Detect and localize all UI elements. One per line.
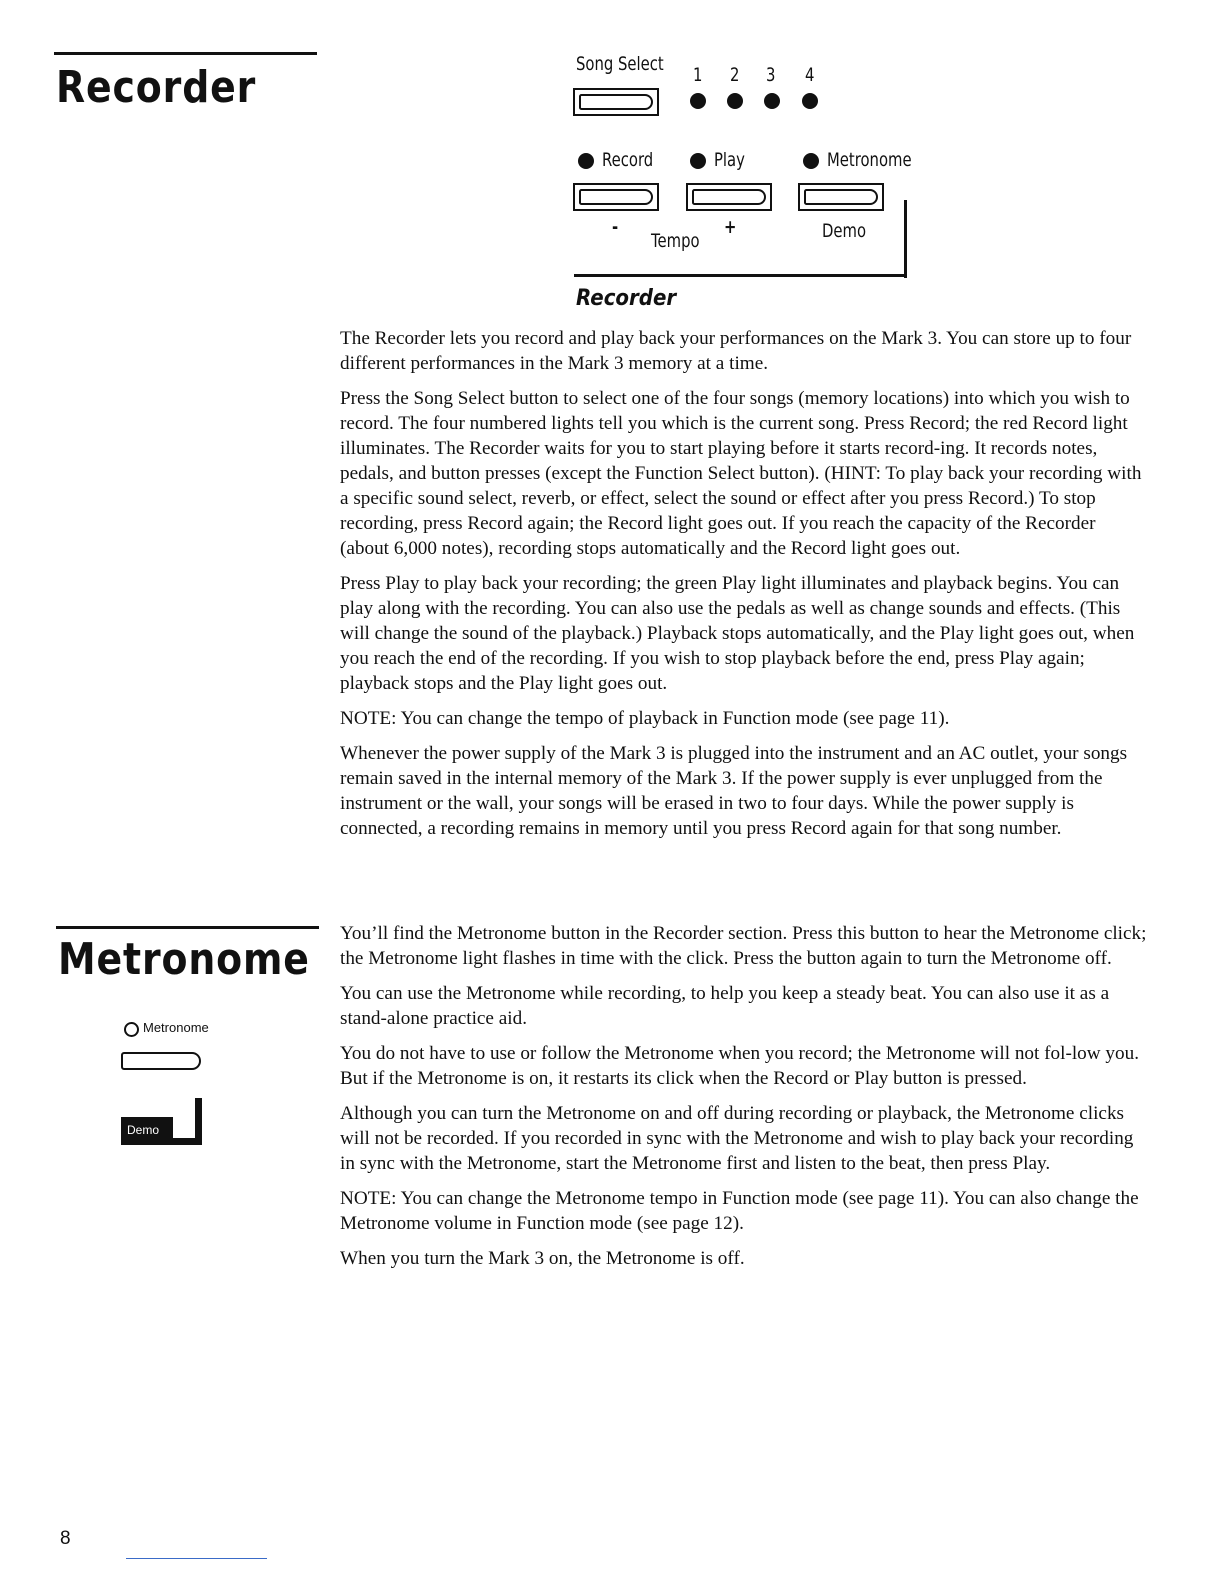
demo-small-bracket-base	[173, 1138, 202, 1145]
metronome-small-label: Metronome	[143, 1020, 209, 1035]
paragraph: You’ll find the Metronome button in the Recorder section. Press this button to hear the Metronome click; the Metronome light flashes in time with the click. Press the button again to turn the Metronome off.	[340, 923, 1147, 969]
metronome-section-rule	[56, 926, 319, 929]
record-button	[573, 183, 659, 211]
song-select-label: Song Select	[576, 53, 664, 75]
note-paragraph: NOTE: You can change the tempo of playback in Function mode (see page 11).	[340, 708, 950, 729]
paragraph: You can use the Metronome while recording, to help you keep a steady beat. You can also use it as a stand-alone practice aid.	[340, 983, 1110, 1029]
demo-label: Demo	[822, 220, 867, 242]
song-light-4	[802, 93, 818, 109]
tempo-label: Tempo	[651, 230, 700, 252]
paragraph: The Recorder lets you record and play back your performances on the Mark 3. You can store up to four different performances in the Mark 3 memory at a time.	[340, 328, 1132, 374]
song-light-2	[727, 93, 743, 109]
metronome-label: Metronome	[827, 149, 912, 171]
demo-bracket-vertical	[904, 200, 907, 278]
song-light-3	[764, 93, 780, 109]
paragraph: When you turn the Mark 3 on, the Metronome is off.	[340, 1248, 745, 1269]
metronome-light	[803, 153, 819, 169]
recorder-section-rule	[54, 52, 317, 55]
metronome-body	[340, 921, 1148, 1281]
paragraph: Press the Song Select button to select one of the four songs (memory locations) into which you wish to record. The four numbered lights tell you which is the current song. Press Record; the red Record light illuminates. The Recorder waits for you to start playing before it starts record-ing. It records notes, pedals, and button presses (except the Function Select button). (HINT: To play back your recording with a specific sound select, reverb, or effect, select the sound or effect after you press Record.) To stop recording, press Record again; the Record light goes out. If you reach the capacity of the Recorder (about 6,000 notes), recording stops automatically and the Record light goes out.	[340, 388, 1142, 559]
tempo-plus-label: +	[724, 216, 737, 238]
play-light	[690, 153, 706, 169]
page-number: 8	[60, 1528, 71, 1549]
paragraph: Press Play to play back your recording; the green Play light illuminates and playback begins. You can play along with the recording. You can also use the pedals as well as change sounds and effects. (This will change the sound of the playback.) Playback stops automatically, and the Play light goes out, when you reach the end of the recording. If you wish to stop playback before the end, press Play again; playback stops and the Play light goes out.	[340, 573, 1135, 694]
paragraph: Whenever the power supply of the Mark 3 is plugged into the instrument and an AC outlet, your songs remain saved in the internal memory of the Mark 3. If the power supply is ever unplugged from the instrument or the wall, your songs will be erased in two to four days. While the power supply is connected, a recording remains in memory until you press Record again for that song number.	[340, 743, 1128, 839]
metronome-light-outline	[124, 1022, 139, 1037]
recorder-body	[340, 326, 1148, 851]
song-light-1	[690, 93, 706, 109]
song-number-3: 3	[766, 64, 776, 86]
demo-bracket-horizontal	[574, 274, 907, 277]
song-number-4: 4	[805, 64, 815, 86]
song-number-1: 1	[693, 64, 703, 86]
paragraph: Although you can turn the Metronome on and off during recording or playback, the Metronome clicks will not be recorded. If you recorded in sync with the Metronome and wish to play back your recording in sync with the Metronome, start the Metronome first and listen to the beat, then press Play.	[340, 1103, 1134, 1174]
note-paragraph: NOTE: You can change the Metronome tempo in Function mode (see page 11). You can also change the Metronome volume in Function mode (see page 12).	[340, 1188, 1139, 1234]
recorder-diagram-caption: Recorder	[576, 286, 677, 311]
metronome-small-button	[121, 1052, 201, 1070]
play-label: Play	[714, 149, 745, 171]
metronome-heading: Metronome	[58, 934, 310, 985]
record-label: Record	[602, 149, 654, 171]
play-button	[686, 183, 772, 211]
tempo-minus-label: -	[612, 216, 619, 238]
paragraph: You do not have to use or follow the Metronome when you record; the Metronome will not fol-low you. But if the Metronome is on, it restarts its click when the Record or Play button is pressed.	[340, 1043, 1139, 1089]
metronome-button	[798, 183, 884, 211]
song-number-2: 2	[730, 64, 740, 86]
demo-small-label: Demo	[127, 1123, 160, 1137]
song-select-button	[573, 88, 659, 116]
recorder-heading: Recorder	[56, 62, 257, 113]
footer-rule	[126, 1558, 267, 1559]
record-light	[578, 153, 594, 169]
